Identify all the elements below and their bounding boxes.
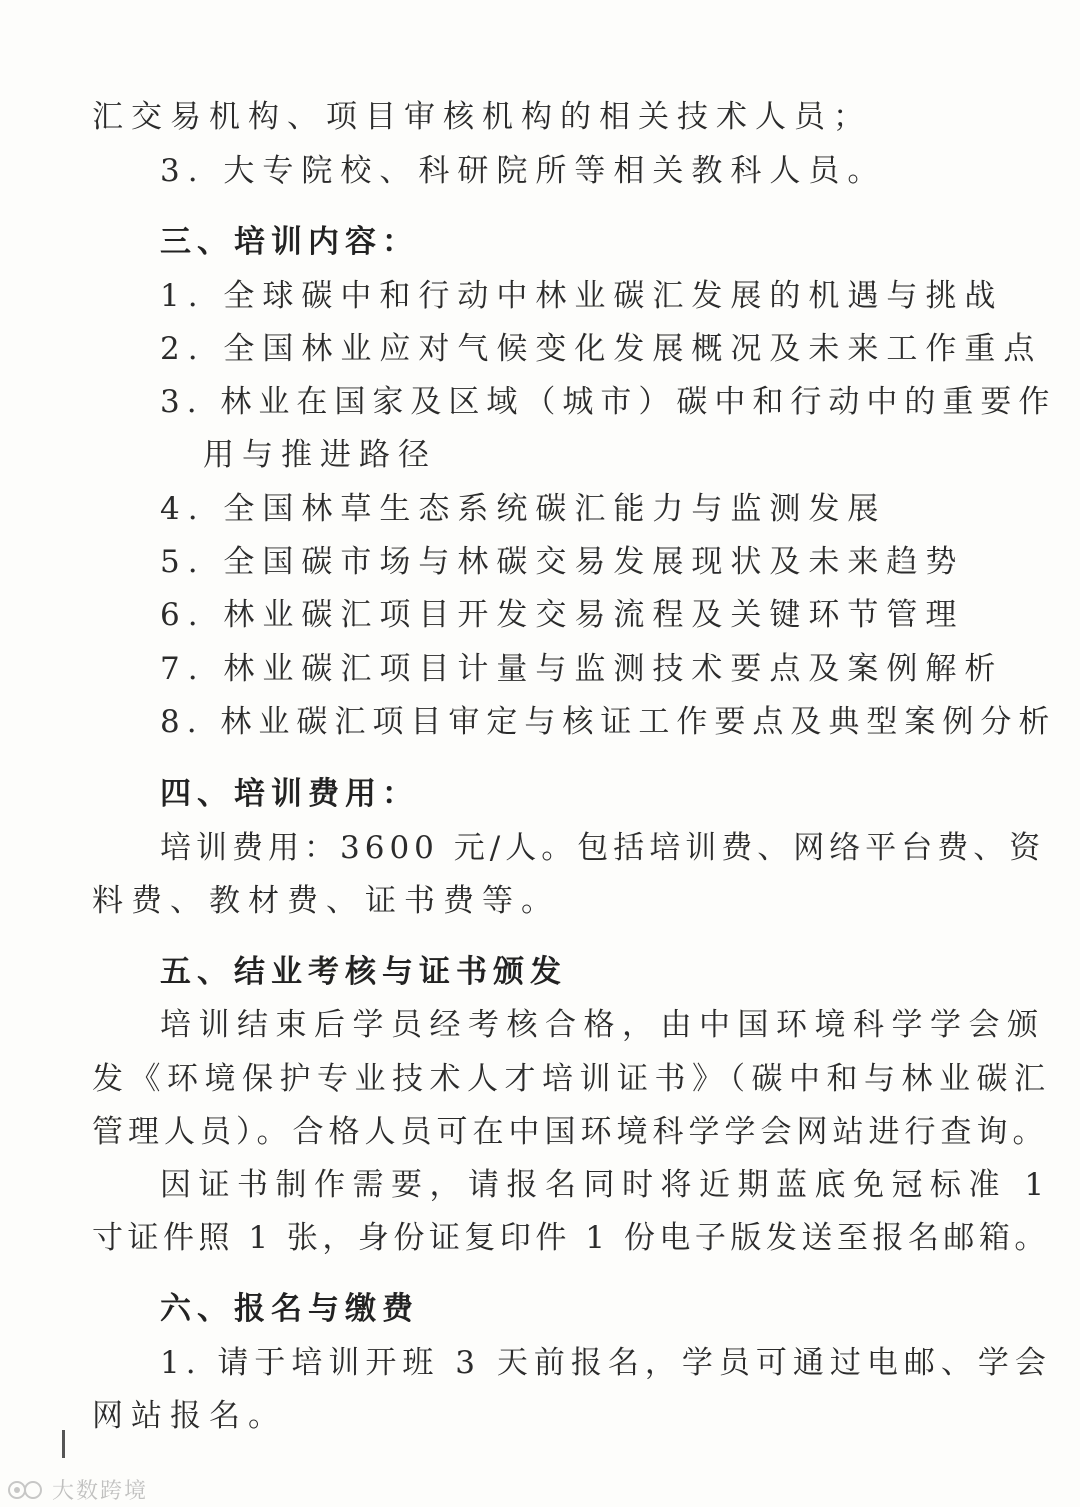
margin-mark xyxy=(62,1430,65,1458)
list-item: 6. 林业碳汇项目开发交易流程及关键环节管理 xyxy=(160,597,965,633)
paragraph-line: 培训费用：3600 元/人。包括培训费、网络平台费、资 xyxy=(160,830,1046,866)
list-item-continuation: 网站报名。 xyxy=(92,1398,287,1434)
section-heading-training-content: 三、培训内容： xyxy=(160,224,419,260)
list-item: 2. 全国林业应对气候变化发展概况及未来工作重点 xyxy=(160,331,1043,367)
section-heading-certificate: 五、结业考核与证书颁发 xyxy=(160,954,567,990)
list-item: 5. 全国碳市场与林碳交易发展现状及未来趋势 xyxy=(160,544,965,580)
paragraph-line: 寸证件照 1 张，身份证复印件 1 份电子版发送至报名邮箱。 xyxy=(92,1220,1050,1256)
list-item: 3. 大专院校、科研院所等相关教科人员。 xyxy=(160,153,887,189)
watermark-text: 大数跨境 xyxy=(52,1479,149,1504)
section-heading-registration: 六、报名与缴费 xyxy=(160,1291,419,1327)
watermark xyxy=(6,1474,148,1505)
list-item: 1. 全球碳中和行动中林业碳汇发展的机遇与挑战 xyxy=(160,278,1004,314)
list-item-continuation: 用与推进路径 xyxy=(203,437,437,473)
section-heading-training-fee: 四、培训费用： xyxy=(160,776,419,812)
paragraph-line: 发《环境保护专业技术人才培训证书》（碳中和与林业碳汇 xyxy=(92,1061,1052,1097)
list-item: 4. 全国林草生态系统碳汇能力与监测发展 xyxy=(160,491,887,527)
list-item: 1. 请于培训开班 3 天前报名，学员可通过电邮、学会 xyxy=(160,1345,1052,1381)
paragraph-line: 汇交易机构、项目审核机构的相关技术人员； xyxy=(92,99,872,135)
list-item: 7. 林业碳汇项目计量与监测技术要点及案例解析 xyxy=(160,651,1004,687)
list-item: 3. 林业在国家及区域（城市）碳中和行动中的重要作 xyxy=(160,384,1057,420)
list-item: 8. 林业碳汇项目审定与核证工作要点及典型案例分析 xyxy=(160,704,1057,740)
paragraph-line: 因证书制作需要，请报名同时将近期蓝底免冠标准 1 xyxy=(160,1167,1052,1203)
watermark-logo-icon xyxy=(6,1479,46,1501)
paragraph-line: 料费、教材费、证书费等。 xyxy=(92,883,560,919)
paragraph-line: 管理人员）。合格人员可在中国环境科学学会网站进行查询。 xyxy=(92,1114,1049,1150)
paragraph-line: 培训结束后学员经考核合格，由中国环境科学学会颁 xyxy=(160,1007,1046,1043)
